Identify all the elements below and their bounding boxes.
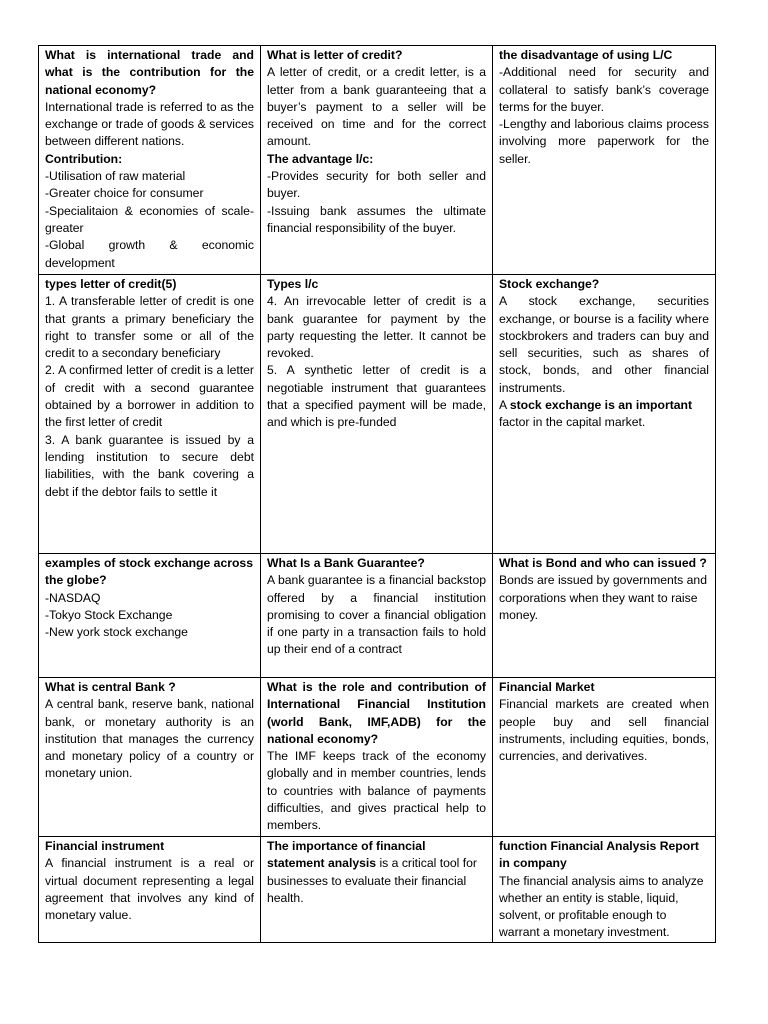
cell-lc-disadvantage [493,46,716,275]
cell-title: the disadvantage of using L/C [499,48,673,62]
cell-body: A bank guarantee is a financial backstop offered by a financial institution promising to cover a financial obligation if one party in a transaction fails to hold up their end of a contract [267,573,486,657]
cell-note [499,397,709,432]
cell-title: Financial instrument [45,839,165,853]
cell-bond [493,554,716,678]
cell-letter-of-credit [261,46,493,275]
list-item: -Additional need for security and collateral to satisfy bank’s coverage terms for the buyer. [499,65,709,114]
cell-title: What is the role and contribution of International Financial Institution (world Bank, IMF,ADB) for the national economy? [267,680,486,746]
list-item: -Utilisation of raw material [45,169,186,184]
list-item: 1. A transferable letter of credit is one that grants a primary beneficiary the right to transfer some or all of the credit to a secondary beneficiary [45,294,254,361]
cell-title: Financial Market [499,680,595,694]
cell-international-financial-institution [261,678,493,837]
cell-financial-instrument [39,837,261,943]
table-row [39,678,716,837]
note-tail: factor in the capital market. [499,415,646,430]
cell-subtitle: Contribution: [45,151,123,166]
cell-title: What Is a Bank Guarantee? [267,556,425,570]
cell-body-tail: is a critical tool for businesses to evaluate their financial health. [267,856,477,905]
cell-title: Stock exchange? [499,277,600,291]
cell-body: A central bank, reserve bank, national bank, or monetary authority is an institution that manages the currency and monetary policy of a country or monetary union. [45,697,254,781]
cell-body: The financial analysis aims to analyze whether an entity is stable, liquid, solvent, or profitable enough to warrant a monetary investment. [499,873,704,940]
cell-types-lc [261,275,493,554]
cell-stock-exchange-examples [39,554,261,678]
cell-title: examples of stock exchange across the globe? [45,556,253,588]
list-item: -Issuing bank assumes the ultimate financial responsibility of the buyer. [267,203,486,235]
cell-subtitle: The advantage l/c: [267,151,374,166]
cell-title: types letter of credit(5) [45,277,177,291]
list-item: 3. A bank guarantee is issued by a lending institution to secure debt liabilities, with the bank covering a debt if the debtor fails to settle it [45,432,254,499]
list-item: 5. A synthetic letter of credit is a negotiable instrument that guarantees that a specified payment will be made, and which is pre-funded [267,363,486,430]
cell-financial-market [493,678,716,837]
cell-title: Types l/c [267,277,319,291]
list-item: -Greater choice for consumer [45,186,204,201]
list-item: -Global growth & economic development [45,238,254,270]
table-row [39,275,716,554]
cell-types-letter-of-credit [39,275,261,554]
list-item: -Tokyo Stock Exchange [45,607,173,622]
cell-body [267,838,486,907]
cell-body: Bonds are issued by governments and corporations when they want to raise money. [499,573,707,622]
list-item: -New york stock exchange [45,625,188,640]
list-item: -Provides security for both seller and buyer. [267,169,486,201]
cell-body: The IMF keeps track of the economy globally and in member countries, lends to countries with balance of payments difficulties, and gives practical help to members. [267,749,486,833]
cell-central-bank [39,678,261,837]
list-item: 4. An irrevocable letter of credit is a bank guarantee for payment by the party requesting the letter. It cannot be revoked. [267,294,486,361]
table-row [39,837,716,943]
cell-title: What is international trade and what is the contribution for the national economy? [45,48,254,97]
list-item: -NASDAQ [45,590,101,605]
cell-stock-exchange [493,275,716,554]
list-item: 2. A confirmed letter of credit is a letter of credit with a second guarantee obtained by a borrower in addition to the first letter of credit [45,363,254,430]
cell-body: A letter of credit, or a credit letter, is a letter from a bank guaranteeing that a buyer’s payment to a seller will be received on time and for the correct amount. [267,65,486,149]
cell-body: Financial markets are created when people buy and sell financial instruments, including equities, bonds, currencies, and derivatives. [499,697,709,764]
cell-title: What is Bond and who can issued ? [499,556,707,570]
cell-financial-analysis-report [493,837,716,943]
list-item: -Lengthy and laborious claims process involving more paperwork for the seller. [499,117,709,166]
list-item: -Specialitaion & economies of scale-greater [45,203,254,235]
cell-body: International trade is referred to as the exchange or trade of goods & services between different nations. [45,99,254,149]
cell-title: What is central Bank ? [45,680,176,694]
cell-body: A stock exchange, securities exchange, or bourse is a facility where stockbrokers and traders can buy and sell securities, such as shares of stock, bonds, and other financial instruments. [499,294,709,395]
cell-financial-statement-analysis [261,837,493,943]
cell-title: The importance of financial statement analysis [267,839,426,871]
note-bold: stock exchange is an important [509,398,693,413]
cell-title: What is letter of credit? [267,48,403,62]
table-row [39,46,716,275]
cell-body: A financial instrument is a real or virtual document representing a legal agreement that involves any kind of monetary value. [45,856,254,923]
note-lead: A [499,398,510,413]
cell-bank-guarantee [261,554,493,678]
table-row [39,554,716,678]
cell-international-trade [39,46,261,275]
cell-title: function Financial Analysis Report in company [499,839,699,871]
notes-table [38,45,716,943]
